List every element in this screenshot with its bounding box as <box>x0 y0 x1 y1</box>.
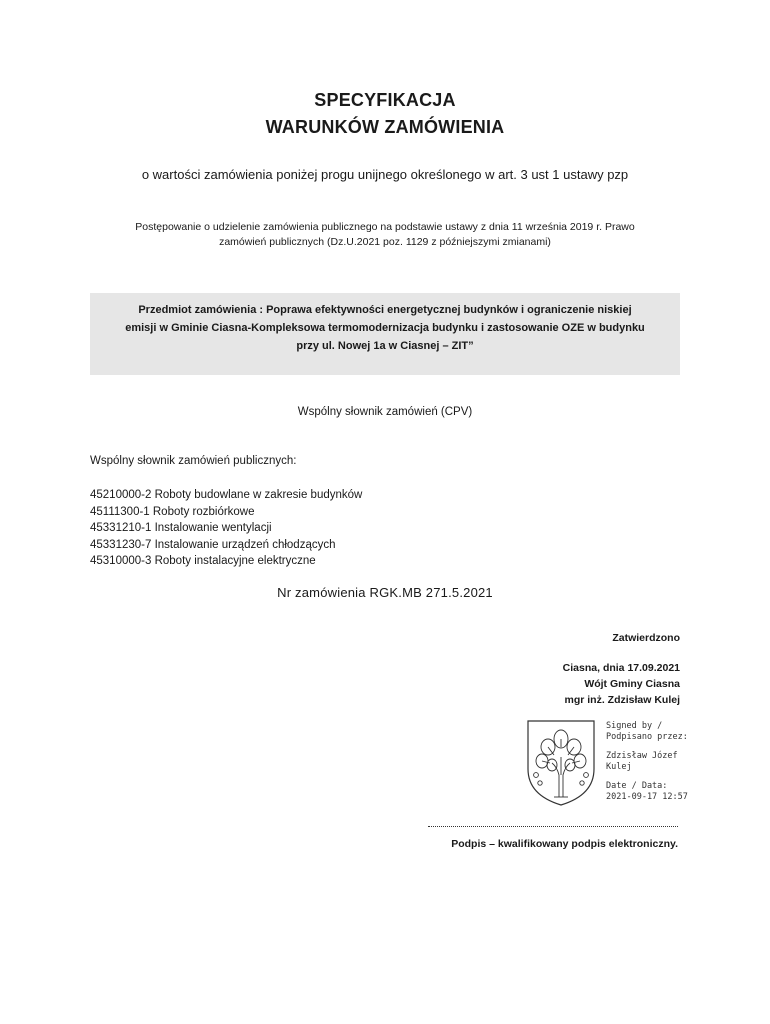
legal-basis-line: zamówień publicznych (Dz.U.2021 poz. 1129 z późniejszymi zmianami) <box>219 236 551 248</box>
signer-name: mgr inż. Zdzisław Kulej <box>564 694 680 706</box>
subject-box <box>90 293 680 375</box>
subtitle: o wartości zamówienia poniżej progu unijnego określonego w art. 3 ust 1 ustawy pzp <box>141 167 629 182</box>
cpv-code-item: 45331230-7 Instalowanie urządzeń chłodzących <box>90 538 336 551</box>
title-line-2: WARUNKÓW ZAMÓWIENIA <box>265 117 505 137</box>
signature-date-label: Date / Data: <box>606 781 668 791</box>
cpv-code-list <box>90 487 362 570</box>
title-line-1: SPECYFIKACJA <box>314 90 456 110</box>
cpv-code-item: 45210000-2 Roboty budowlane w zakresie budynków <box>90 489 363 501</box>
legal-basis <box>100 220 670 250</box>
subject-text <box>90 301 680 355</box>
approved-label: Zatwierdzono <box>612 632 680 644</box>
signed-by-label: Podpisano przez: <box>606 731 688 742</box>
cpv-heading: Wspólny słownik zamówień (CPV) <box>297 406 473 418</box>
oak-tree-coat-of-arms-icon <box>524 717 598 807</box>
signature-caption: Podpis – kwalifikowany podpis elektroniczny. <box>451 838 678 850</box>
cpv-label: Wspólny słownik zamówień publicznych: <box>90 455 297 467</box>
signature-dotted-line <box>428 826 678 828</box>
signer-full-name: Kulej <box>606 761 632 772</box>
signed-by-label: Signed by / <box>606 721 663 731</box>
digital-signature-details <box>606 721 688 802</box>
subject-line: emisji w Gminie Ciasna-Kompleksowa termomodernizacja budynku i zastosowanie OZE w budynku <box>125 322 645 334</box>
signer-position: Wójt Gminy Ciasna <box>584 678 680 690</box>
order-number: Nr zamówienia RGK.MB 271.5.2021 <box>277 585 493 600</box>
cpv-code-item: 45331210-1 Instalowanie wentylacji <box>90 522 272 534</box>
signature-date-value: 2021-09-17 12:57 <box>606 791 688 802</box>
subject-line: Przedmiot zamówienia : Poprawa efektywności energetycznej budynków i ograniczenie niskiej <box>138 304 632 316</box>
cpv-code-item: 45111300-1 Roboty rozbiórkowe <box>90 505 255 518</box>
legal-basis-line: Postępowanie o udzielenie zamówienia publicznego na podstawie ustawy z dnia 11 września 2019 r. Prawo <box>135 221 635 233</box>
place-date: Ciasna, dnia 17.09.2021 <box>562 662 680 674</box>
approval-block <box>563 660 680 708</box>
subject-line: przy ul. Nowej 1a w Ciasnej – ZIT” <box>296 340 474 352</box>
signer-full-name: Zdzisław Józef <box>606 751 678 761</box>
cpv-code-item: 45310000-3 Roboty instalacyjne elektryczne <box>90 555 316 567</box>
